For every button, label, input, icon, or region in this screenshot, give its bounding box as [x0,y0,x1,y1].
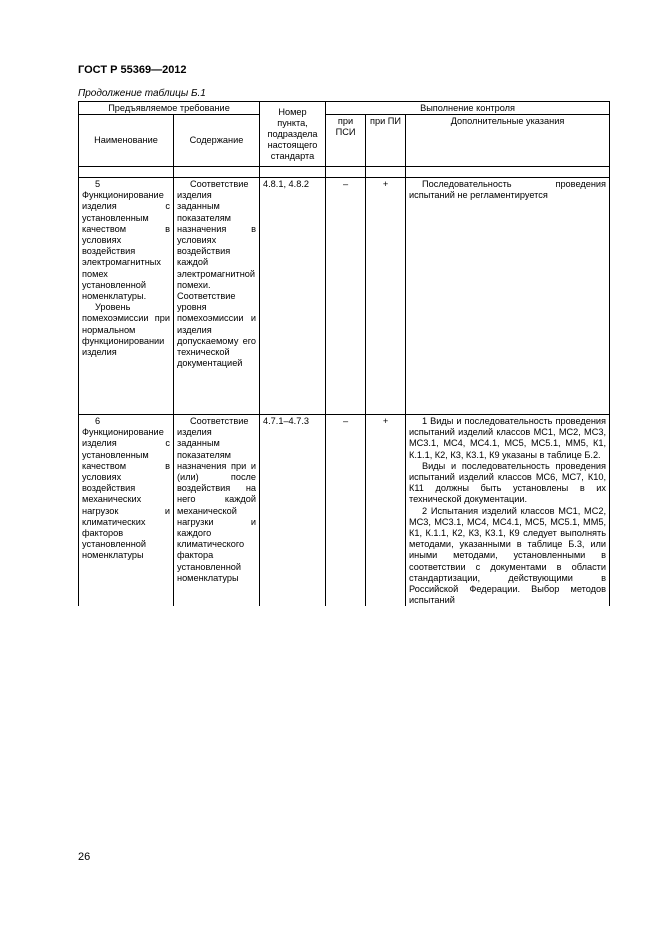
spacer-cell [366,167,406,178]
clause-cell: 4.7.1–4.7.3 [260,415,326,607]
table-caption: Продолжение таблицы Б.1 [78,88,206,99]
spacer-row [79,167,610,178]
name-paragraph: 5 Функционирование изделия с установленным качеством в условиях воздействия электромагнитных помех установленной номенклатуры. [82,179,170,302]
content-cell [174,178,260,415]
content-column-header: Содержание [174,115,260,167]
psi-cell: – [326,415,366,607]
table-row [79,415,610,607]
psi-column-header: при ПСИ [326,115,366,167]
content-cell [174,415,260,607]
requirement-group-header: Предъявляемое требование [79,102,260,115]
additional-paragraph: 1 Виды и последовательность проведения испытаний изделий классов МС1, МС2, МС3, МС3.1, МС4, МС4.1, МС5, МС5.1, ММ5, К1, К.1.1, К2, К3, К3.1, К9 указаны в таблице Б.2. [409,416,607,460]
spacer-cell [79,167,174,178]
spacer-cell [406,167,610,178]
psi-cell: – [326,178,366,415]
standard-title: ГОСТ Р 55369—2012 [78,64,187,76]
name-column-header: Наименование [79,115,174,167]
spacer-cell [326,167,366,178]
pi-column-header: при ПИ [366,115,406,167]
clause-cell: 4.8.1, 4.8.2 [260,178,326,415]
additional-cell [406,178,610,415]
pi-cell: + [366,178,406,415]
additional-paragraph: 2 Испытания изделий классов МС1, МС2, МС3, МС3.1, МС4, МС4.1, МС5, МС5.1, ММ5, К1, К.1.1, К2, К3, К3.1, К9 следует выполнять методами, указанными в таблице Б.3, или иными методами, установленными в соответствии с документами в области стандартизации, действующими в Российской Федерации. Выбор методов испытаний [409,505,607,606]
content-paragraph: Соответствие изделия заданным показателям назначения в условиях воздействия каждой электромагнитной помехи. Соответствие уровня помехоэмиссии и изделия допускаемому его технической документацией [177,179,257,369]
requirements-table [78,101,610,606]
name-cell [79,415,174,607]
additional-column-header: Дополнительные указания [406,115,610,167]
name-paragraph: Уровень помехоэмиссии при нормальном функционировании изделия [82,302,170,358]
header-row-sub [79,115,610,167]
pi-cell: + [366,415,406,607]
table-row [79,178,610,415]
additional-paragraph: Последовательность проведения испытаний не регламентируется [409,179,607,201]
spacer-cell [174,167,260,178]
name-paragraph: 6 Функционирование изделия с установленным качеством в условиях воздействия механических нагрузок и климатических факторов установленной номенклатуры [82,416,170,561]
additional-paragraph: Виды и последовательность проведения испытаний изделий классов МС6, МС7, К10, К11 должны быть установлены в их технической документации. [409,460,607,505]
additional-cell [406,415,610,607]
control-group-header: Выполнение контроля [326,102,610,115]
clause-number-header: Номер пункта, подраздела настоящего стандарта [260,102,326,167]
header-row-top [79,102,610,115]
spacer-cell [260,167,326,178]
content-paragraph: Соответствие изделия заданным показателям назначения при и (или) после воздействия на него каждой механической нагрузки и каждого климатического фактора установленной номенклатуры [177,416,257,583]
name-cell [79,178,174,415]
page-number: 26 [78,851,91,863]
